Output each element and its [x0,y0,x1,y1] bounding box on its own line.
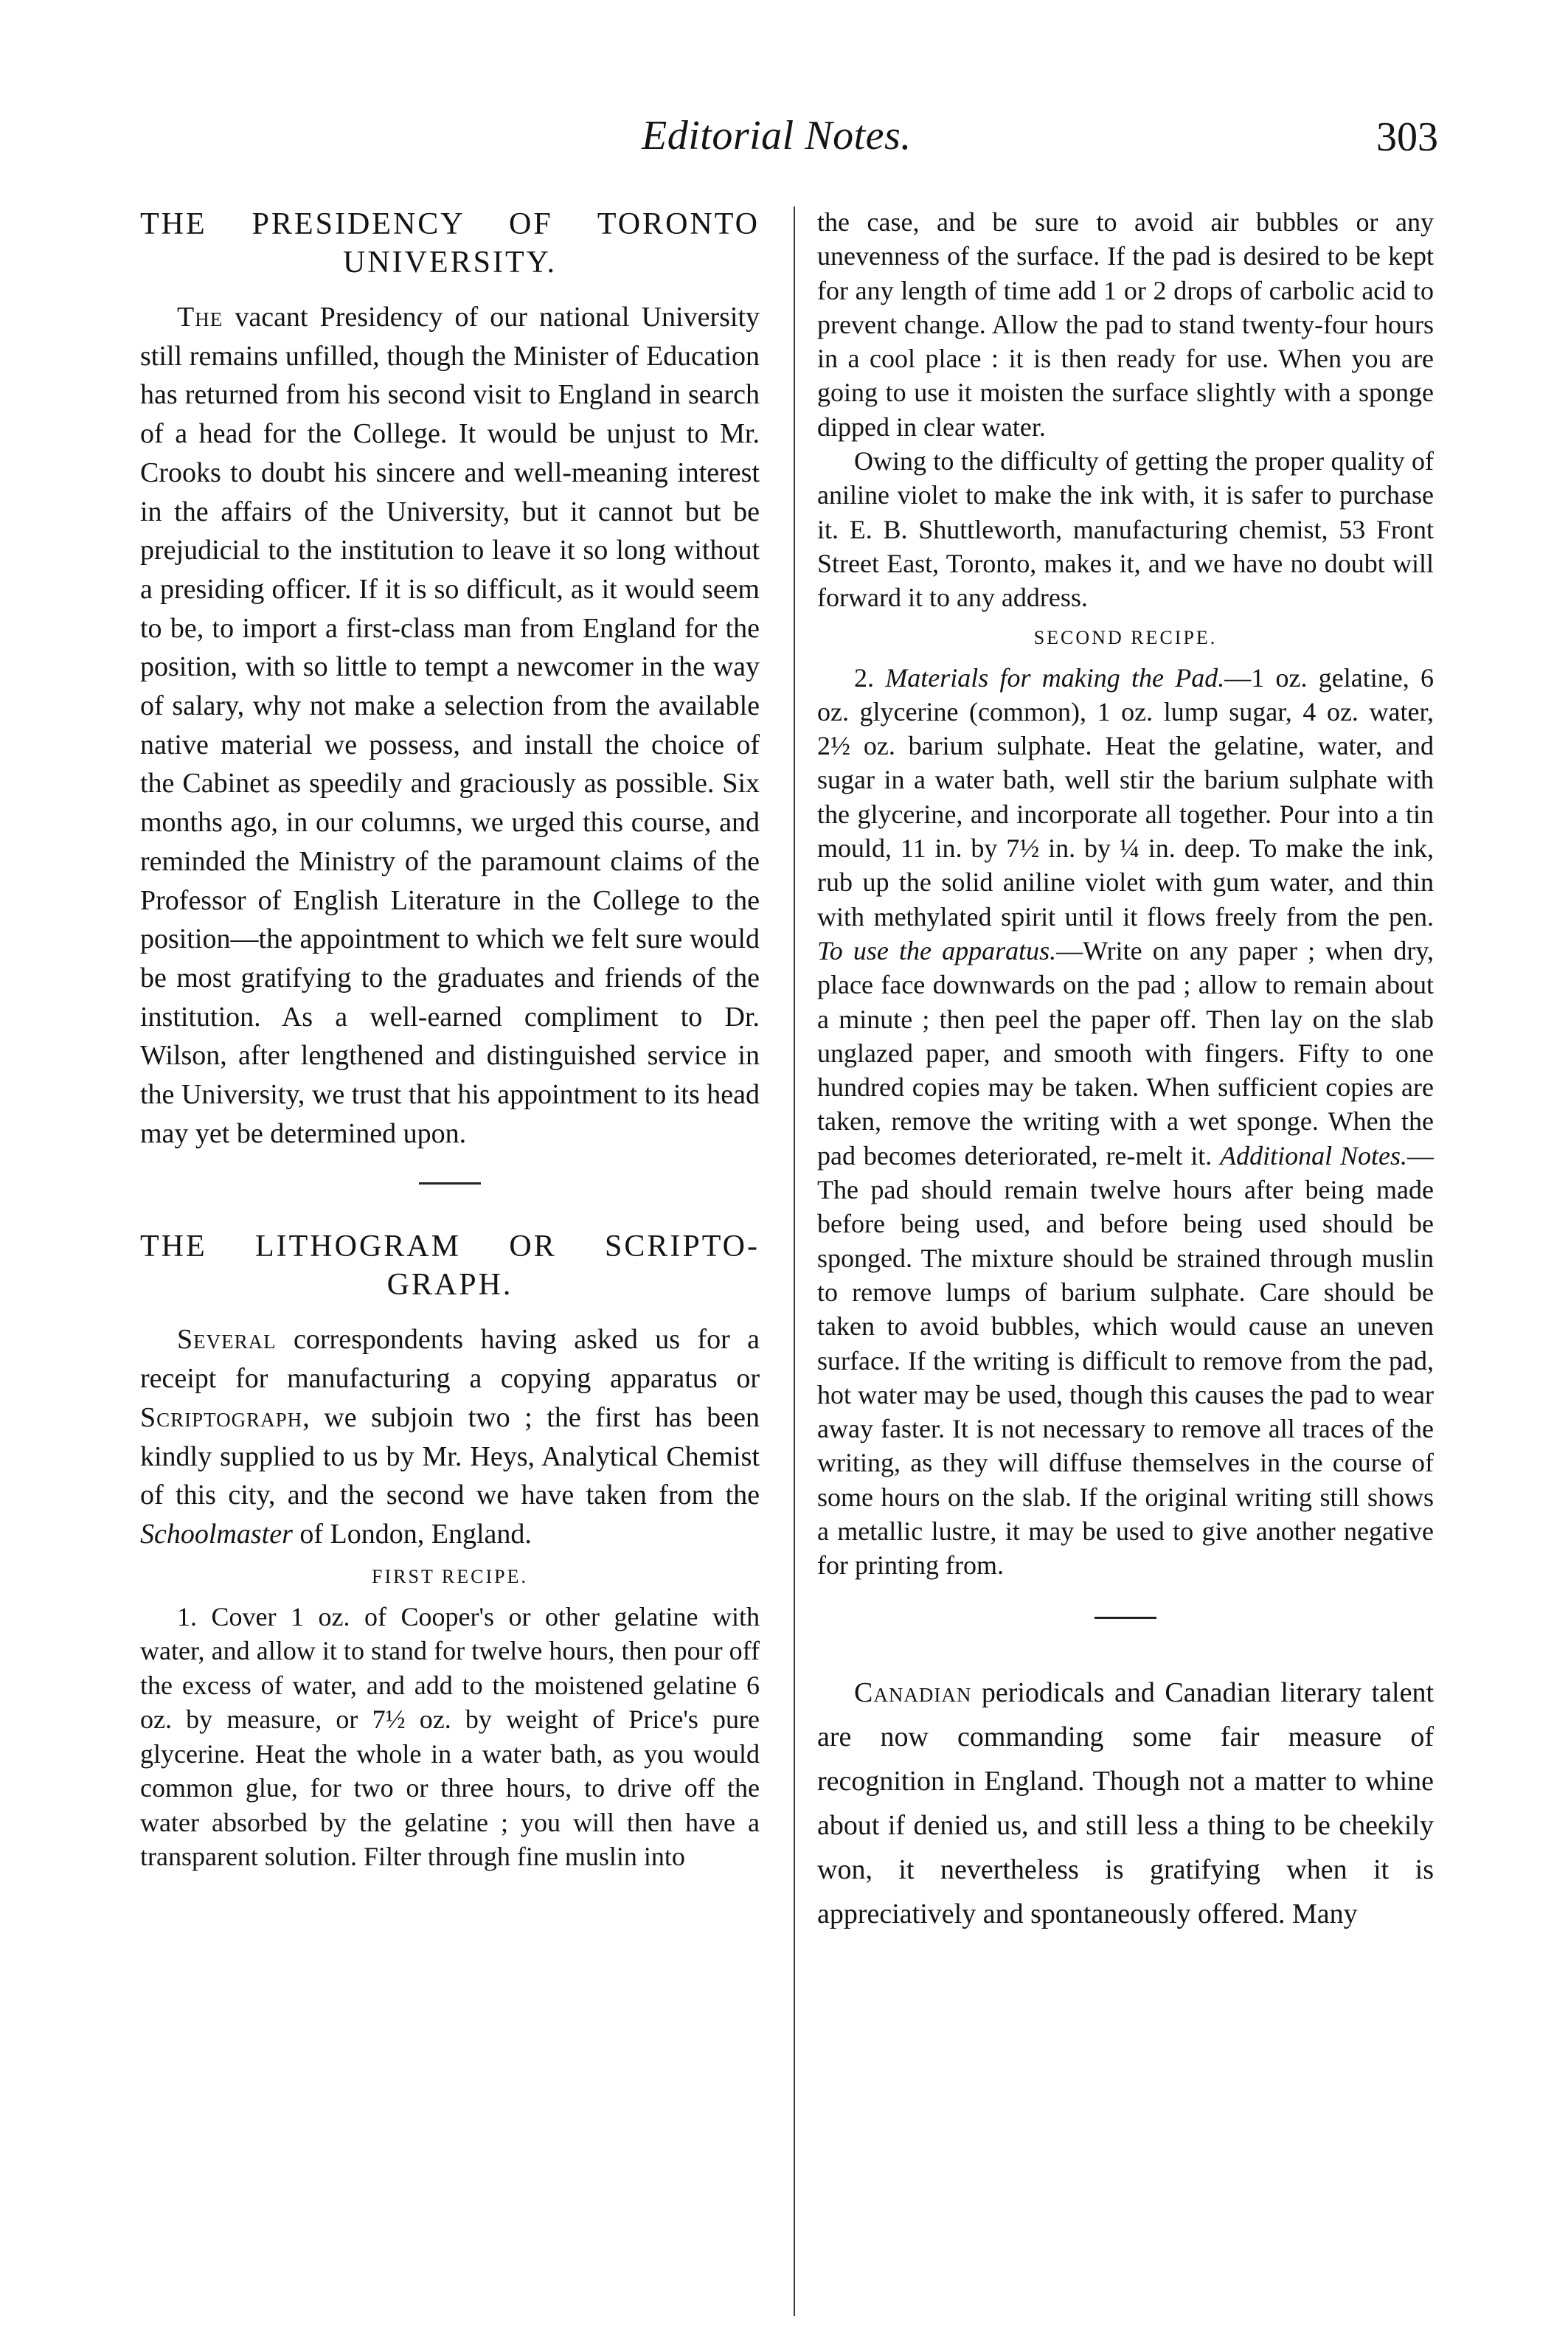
page-number: 303 [1376,114,1438,160]
first-recipe-heading: FIRST RECIPE. [372,1565,528,1587]
opening-word: Several [177,1324,277,1356]
heading-line: THE LITHOGRAM OR SCRIPTO- [140,1230,760,1264]
opening-word: The [177,302,223,333]
article-heading-lithogram [140,1227,760,1304]
subheading-italic: To use the apparatus. [817,935,1057,965]
page-header [0,112,1568,171]
publication-title: Schoolmaster [140,1518,293,1550]
paragraph-text: —Write on any paper ; when dry, place face downwards on the pad ; allow to remain about a minute ; then peel the paper off. Then lay on the slab unglazed paper, and smooth with fingers. Fifty to one hundred copies may be taken. When sufficient copies are taken, remove the writing with a wet sponge. When the pad becomes deteriorated, re-melt it. [817,935,1434,1171]
paragraph-text: vacant Presidency of our national University still remains unfilled, though the Minister of Education has returned from his second visit to England in search of a head for the College. It would be unjust to Mr. Crooks to doubt his sincere and well-meaning interest in the affairs of the University, but it cannot but be prejudicial to the institution to leave it so long without a presiding officer. If it is so difficult, as it would seem to be, to import a first-class man from England for the position, with so little to tempt a newcomer in the way of salary, why not make a selection from the available native material we possess, and install the choice of the Cabinet as speedily and graciously as possible. Six months ago, in our columns, we urged this course, and reminded the Ministry of the paramount claims of the Professor of English Literature in the College to the position—the appointment to which we felt sure would be most gratifying to the graduates and friends of the institution. As a well-earned compliment to Dr. Wilson, after lengthened and distinguished service in the University, we trust that his appointment to its head may yet be determined upon. [140,302,760,1149]
opening-word: Canadian [854,1676,972,1708]
term-smallcaps: Scriptograph [140,1401,303,1433]
heading-line: THE PRESIDENCY OF TORONTO [140,207,760,241]
paragraph-text: —1 oz. gelatine, 6 oz. glycerine (common), 1 oz. lump sugar, 4 oz. water, 2½ oz. barium sulphate. Heat the gelatine, water, and sugar in a water bath, well stir the barium sulphate with the glycerine, and incorporate all together. Pour into a tin mould, 11 in. by 7½ in. by ¼ in. deep. To make the ink, rub up the solid aniline violet with gum water, and thin with methylated spirit until it flows freely from the pen. [817,662,1434,932]
first-recipe-continuation: the case, and be sure to avoid air bubbles or any unevenness of the surface. If the pad is desired to be kept for any length of time add 1 or 2 drops of carbolic acid to prevent change. Allow the pad to stand twenty-four hours in a cool place : it is then ready for use. When you are going to use it moisten the surface slightly with a sponge dipped in clear water. [817,207,1434,442]
column-divider [794,207,795,2316]
presidency-paragraph [140,298,760,1153]
paragraph-text: 2. [854,662,886,693]
right-column [817,205,1434,1936]
subheading-italic: Additional Notes. [1220,1140,1408,1171]
section-divider [1095,1617,1156,1619]
paragraph-text: periodicals and Canadian literary talent are now commanding some fair measure of recognition in England. Though not a matter to whine about if denied us, and still less a thing to be cheekily won, it nevertheless is gratifying when it is appreciatively and spontaneously offered. Many [817,1676,1434,1929]
article-heading-presidency [140,205,760,282]
paragraph-text: of London, England. [292,1518,532,1550]
paragraph-text: —The pad should remain twelve hours after being made before being used, and before being used should be sponged. The mixture should be strained through muslin to remove lumps of barium sulphate. Care should be taken to avoid bubbles, which would cause an uneven surface. If the writing is difficult to remove from the pad, hot water may be used, though this causes the pad to wear away faster. It is not necessary to remove all traces of the writing, as they will diffuse themselves in the course of some hours on the slab. If the original writing still shows a metallic lustre, it may be used to give another negative for printing from. [817,1140,1435,1581]
left-column [140,205,760,1874]
running-title: Editorial Notes. [642,113,912,159]
subheading-italic: Materials for making the Pad. [885,662,1225,693]
second-recipe-paragraph [817,661,1434,1583]
supplier-paragraph: Owing to the difficulty of getting the proper quality of aniline violet to make the ink with, it is safer to purchase it. E. B. Shuttleworth, manufacturing chemist, 53 Front Street East, Toronto, makes it, and we have no doubt will forward it to any address. [817,446,1434,613]
heading-line: UNIVERSITY. [342,246,558,280]
paragraph-text: , we subjoin two ; the first has been kindly supplied to us by Mr. Heys, Analytical Chemist of this city, and the second we have taken from the [140,1401,760,1511]
heading-line: GRAPH. [386,1268,513,1303]
first-recipe-paragraph: 1. Cover 1 oz. of Cooper's or other gelatine with water, and allow it to stand for twelve hours, then pour off the excess of water, and add to the moistened gelatine 6 oz. by measure, or 7½ oz. by weight of Price's pure glycerine. Heat the whole in a water bath, as you would common glue, for two or three hours, to drive off the water absorbed by the gelatine ; you will then have a transparent solution. Filter through fine muslin into [140,1601,760,1872]
lithogram-intro-paragraph [140,1320,760,1553]
canadian-periodicals-paragraph [817,1671,1434,1936]
section-divider [419,1182,481,1185]
second-recipe-heading: SECOND RECIPE. [1033,626,1218,648]
paragraph-text: correspondents having asked us for a receipt for manufacturing a copying apparatus or [140,1324,760,1395]
